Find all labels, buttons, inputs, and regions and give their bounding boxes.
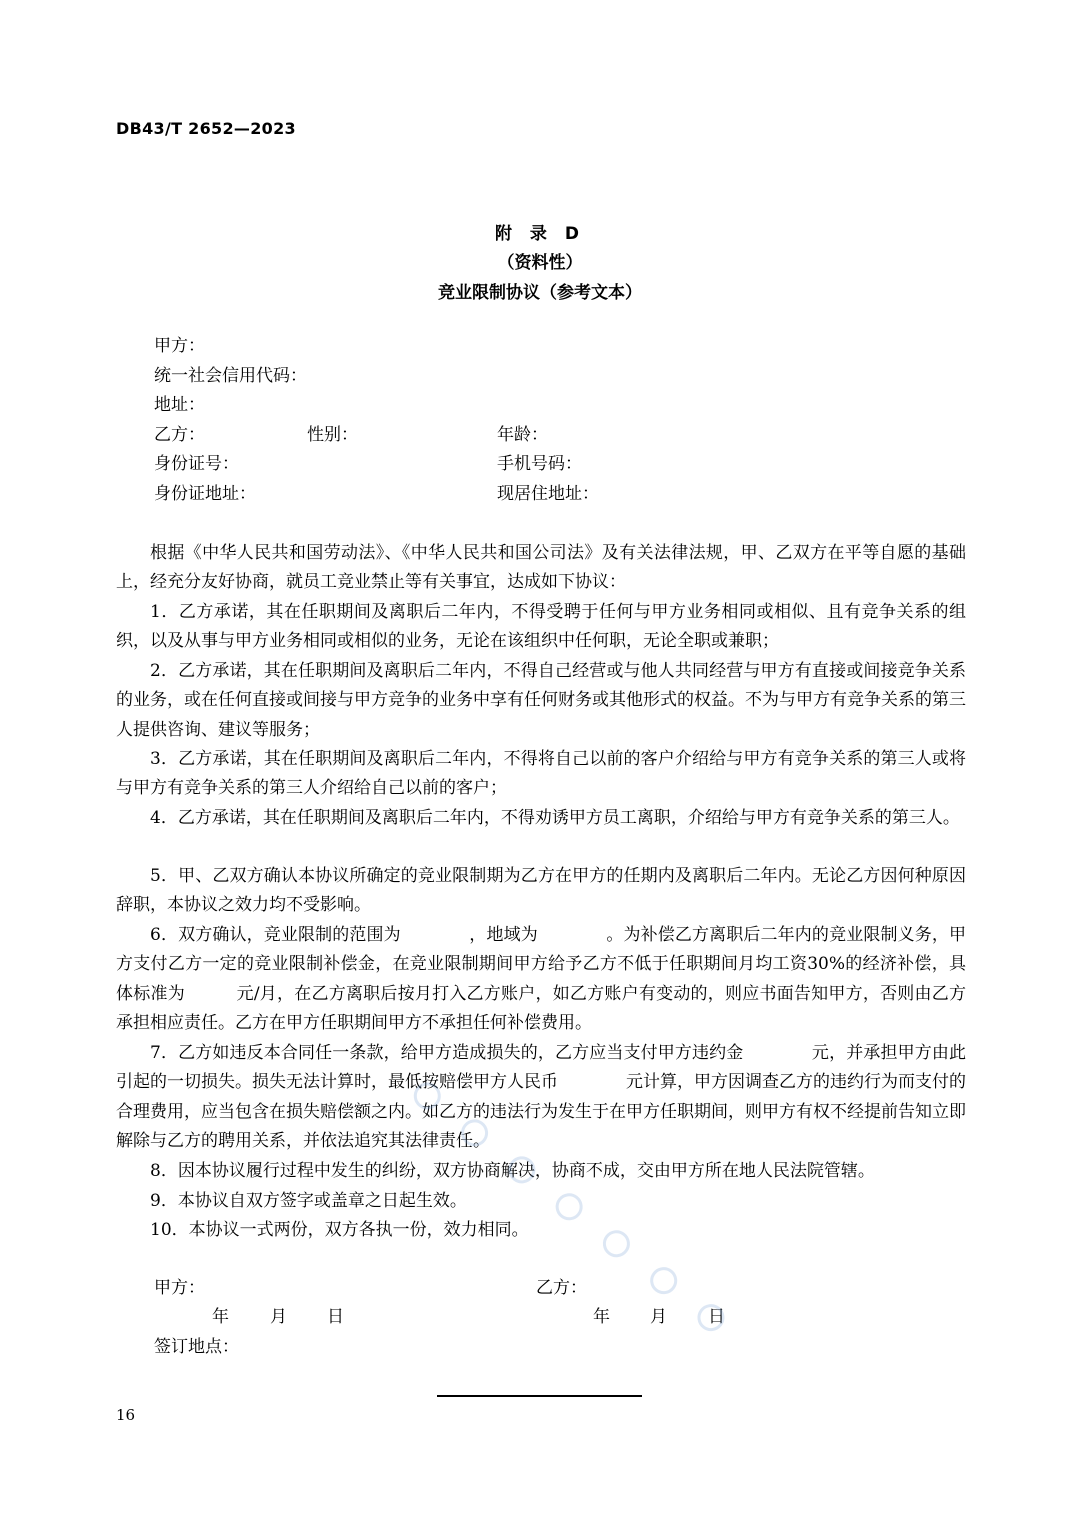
party-b-month: 月 [650,1307,667,1327]
agreement-title: 竞业限制协议（参考文本） [438,283,642,303]
standard-code: DB43/T 2652—2023 [116,119,296,138]
clause-10: 10．本协议一式两份，双方各执一份，效力相同。 [150,1220,529,1240]
clause-2: 2．乙方承诺，其在任职期间及离职后二年内，不得自己经营或与他人共同经营与甲方有直接或间接竞争关系的业务，或在任何直接或间接与甲方竞争的业务中享有任何财务或其他形式的权益。不为与甲方有竞争关系的第三人提供咨询、建议等服务； [116,661,966,740]
signature-party-b: 乙方： [536,1278,587,1298]
appendix-nature: （资料性） [497,253,583,273]
clause-8: 8．因本协议履行过程中发生的纠纷，双方协商解决，协商不成，交由甲方所在地人民法院管辖。 [150,1161,875,1181]
id-address-label: 身份证地址： [154,484,256,504]
page-number: 16 [116,1406,136,1424]
signing-place-label: 签订地点： [154,1337,239,1357]
party-a-month: 月 [270,1307,287,1327]
address-label: 地址： [154,395,205,415]
party-b-label: 乙方： [154,425,205,445]
clause-4: 4．乙方承诺，其在任职期间及离职后二年内，不得劝诱甲方员工离职，介绍给与甲方有竞争关系的第三人。 [150,808,960,828]
clause-9: 9．本协议自双方签字或盖章之日起生效。 [150,1191,467,1211]
id-number-label: 身份证号： [154,454,239,474]
clause-3: 3．乙方承诺，其在任职期间及离职后二年内，不得将自己以前的客户介绍给与甲方有竞争关系的第三人或将与甲方有竞争关系的第三人介绍给自己以前的客户； [116,749,966,799]
current-address-label: 现居住地址： [497,484,599,504]
intro-paragraph: 根据《中华人民共和国劳动法》、《中华人民共和国公司法》及有关法律法规，甲、乙双方在平等自愿的基础上，经充分友好协商，就员工竞业禁止等有关事宜，达成如下协议： [116,543,966,593]
footer-rule [437,1395,642,1397]
age-label: 年龄： [497,425,548,445]
appendix-title: 附 录 D [495,224,585,244]
party-a-day: 日 [327,1307,344,1327]
clause-6: 6．双方确认，竞业限制的范围为 ，地域为 。为补偿乙方离职后二年内的竞业限制义务，甲方支付乙方一定的竞业限制补偿金，在竞业限制期间甲方给予乙方不低于任职期间月均工资30%的经济补偿，具体标准为 元/月，在乙方离职后按月打入乙方账户，如乙方账户有变动的，则应书面告知甲方，否则由乙方承担相应责任。乙方在甲方任职期间甲方不承担任何补偿费用。 [116,925,966,1034]
credit-code-label: 统一社会信用代码： [154,366,307,386]
party-b-year: 年 [593,1307,610,1327]
gender-label: 性别： [307,425,358,445]
clause-5: 5．甲、乙双方确认本协议所确定的竞业限制期为乙方在甲方的任期内及离职后二年内。无论乙方因何种原因辞职，本协议之效力均不受影响。 [116,866,966,916]
party-b-day: 日 [708,1307,725,1327]
clause-7: 7．乙方如违反本合同任一条款，给甲方造成损失的，乙方应当支付甲方违约金 元，并承担甲方由此引起的一切损失。损失无法计算时，最低按赔偿甲方人民币 元计算，甲方因调查乙方的违约行为而支付的合理费用，应当包含在损失赔偿额之内。如乙方的违法行为发生于在甲方任职期间，则甲方有权不经提前告知立即解除与乙方的聘用关系，并依法追究其法律责任。 [116,1043,966,1152]
party-a-year: 年 [212,1307,229,1327]
party-a-label: 甲方： [154,336,205,356]
phone-label: 手机号码： [497,454,582,474]
signature-party-a: 甲方： [154,1278,205,1298]
clause-1: 1．乙方承诺，其在任职期间及离职后二年内，不得受聘于任何与甲方业务相同或相似、且有竞争关系的组织，以及从事与甲方业务相同或相似的业务，无论在该组织中任何职，无论全职或兼职； [116,602,966,652]
